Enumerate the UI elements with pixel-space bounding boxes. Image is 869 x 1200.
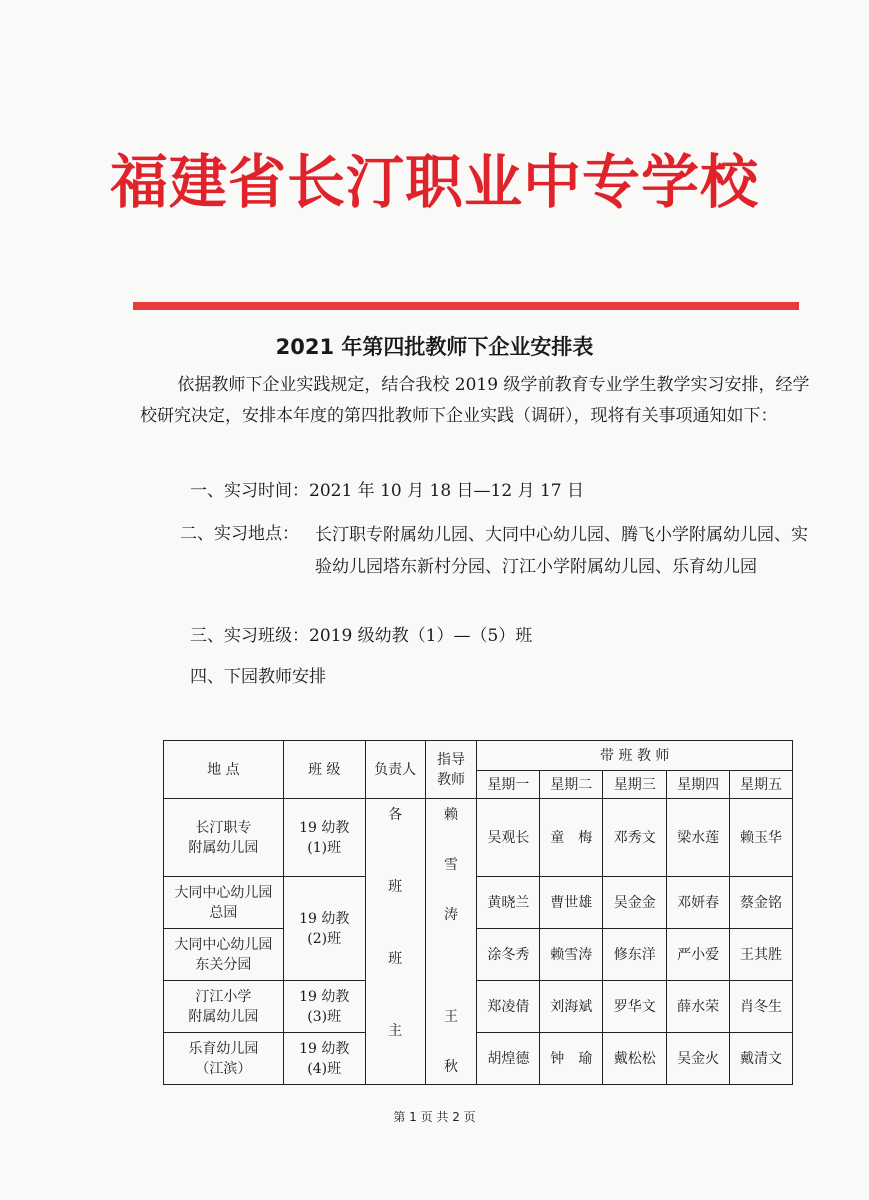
teacher-cell: 吴观长 xyxy=(477,799,540,877)
item-label: 三、实习班级： xyxy=(190,626,309,646)
location-line: 汀江小学 xyxy=(195,988,252,1005)
item-locations xyxy=(180,519,820,583)
class-line: 19 幼教 xyxy=(299,910,350,927)
intro-paragraph: 依据教师下企业实践规定，结合我校 2019 级学前教育专业学生教学实习安排，经学校研究决定，安排本年度的第四批教师下企业实践（调研），现将有关事项通知如下： xyxy=(140,375,810,426)
location-cell xyxy=(164,929,284,981)
header-teachers: 带 班 教 师 xyxy=(477,741,793,771)
lead-char: 各 xyxy=(388,807,403,823)
item-value: 长汀职专附属幼儿园、大同中心幼儿园、腾飞小学附属幼儿园、实验幼儿园塔东新村分园、汀江小学附属幼儿园、乐育幼儿园 xyxy=(315,525,808,577)
teacher-cell: 赖玉华 xyxy=(730,799,793,877)
item-value: 2021 年 10 月 18 日—12 月 17 日 xyxy=(309,481,585,501)
location-line: 乐育幼儿园 xyxy=(188,1040,259,1057)
teacher-cell: 童 梅 xyxy=(540,799,603,877)
lead-char: 班 xyxy=(388,879,403,895)
teacher-cell: 罗华文 xyxy=(603,981,667,1033)
item-period xyxy=(190,476,584,507)
teacher-cell: 刘海斌 xyxy=(540,981,603,1033)
location-cell xyxy=(164,1033,284,1085)
guide-cell xyxy=(425,799,477,1085)
header-day: 星期二 xyxy=(540,771,603,799)
teacher-cell: 梁水莲 xyxy=(667,799,730,877)
item-value: 2019 级幼教（1）—（5）班 xyxy=(309,626,533,646)
teacher-cell: 吴金火 xyxy=(667,1033,730,1085)
class-cell xyxy=(283,1033,365,1085)
table-row xyxy=(164,799,793,877)
page-number: 第 1 页 共 2 页 xyxy=(393,1110,476,1124)
teacher-cell: 严小爱 xyxy=(667,929,730,981)
item-label: 四、下园教师安排 xyxy=(190,667,326,687)
class-line: (2)班 xyxy=(307,930,342,947)
teacher-cell: 郑凌倩 xyxy=(477,981,540,1033)
header-day: 星期四 xyxy=(667,771,730,799)
location-line: 大同中心幼儿园 xyxy=(174,884,273,901)
red-divider xyxy=(133,302,799,310)
table-row xyxy=(164,981,793,1033)
teacher-cell: 修东洋 xyxy=(603,929,667,981)
item-teacher-arrangement xyxy=(190,662,326,693)
location-line: 大同中心幼儿园 xyxy=(174,936,273,953)
item-label: 一、实习时间： xyxy=(190,481,309,501)
header-day: 星期一 xyxy=(477,771,540,799)
location-line: 附属幼儿园 xyxy=(188,1008,259,1025)
lead-char: 主 xyxy=(388,1023,403,1039)
schedule-table xyxy=(163,740,793,1085)
location-cell xyxy=(164,877,284,929)
location-line: 东关分园 xyxy=(195,956,252,973)
teacher-cell: 戴松松 xyxy=(603,1033,667,1085)
teacher-cell: 吴金金 xyxy=(603,877,667,929)
class-line: (4)班 xyxy=(307,1060,342,1077)
teacher-cell: 邓妍春 xyxy=(667,877,730,929)
class-line: 19 幼教 xyxy=(299,1040,350,1057)
header-guide-bottom: 教师 xyxy=(436,771,465,788)
header-day: 星期五 xyxy=(730,771,793,799)
header-class: 班 级 xyxy=(283,741,365,799)
lead-cell xyxy=(365,799,425,1085)
guide-char: 赖 xyxy=(443,807,458,823)
header-lead: 负责人 xyxy=(365,741,425,799)
guide-char: 涛 xyxy=(443,907,458,923)
class-cell xyxy=(283,799,365,877)
location-line: 长汀职专 xyxy=(195,819,252,836)
location-line: （江滨） xyxy=(195,1060,252,1077)
header-guide-top: 指导 xyxy=(436,751,465,768)
location-cell xyxy=(164,981,284,1033)
lead-char: 班 xyxy=(388,951,403,967)
location-line: 总园 xyxy=(209,904,238,921)
teacher-cell: 王其胜 xyxy=(730,929,793,981)
teacher-cell: 薛水荣 xyxy=(667,981,730,1033)
guide-char: 雪 xyxy=(443,857,458,873)
class-line: 19 幼教 xyxy=(299,819,350,836)
class-line: (1)班 xyxy=(307,839,342,856)
header-location: 地 点 xyxy=(164,741,284,799)
class-line: (3)班 xyxy=(307,1008,342,1025)
item-label: 二、实习地点： xyxy=(180,524,299,544)
class-cell xyxy=(283,877,365,981)
table-row xyxy=(164,1033,793,1085)
teacher-cell: 黄晓兰 xyxy=(477,877,540,929)
teacher-cell: 曹世雄 xyxy=(540,877,603,929)
guide-char: 秋 xyxy=(443,1059,458,1075)
location-cell xyxy=(164,799,284,877)
item-classes xyxy=(190,621,532,652)
table-row xyxy=(164,929,793,981)
class-cell xyxy=(283,981,365,1033)
teacher-cell: 邓秀文 xyxy=(603,799,667,877)
teacher-cell: 蔡金铭 xyxy=(730,877,793,929)
teacher-cell: 钟 瑜 xyxy=(540,1033,603,1085)
school-letterhead: 福建省长汀职业中专学校 xyxy=(109,148,759,216)
table-row xyxy=(164,877,793,929)
document-title: 2021 年第四批教师下企业安排表 xyxy=(275,335,594,359)
guide-char: 王 xyxy=(443,1009,458,1025)
header-guide xyxy=(425,741,477,799)
teacher-cell: 戴清文 xyxy=(730,1033,793,1085)
class-line: 19 幼教 xyxy=(299,988,350,1005)
teacher-cell: 肖冬生 xyxy=(730,981,793,1033)
teacher-cell: 赖雪涛 xyxy=(540,929,603,981)
teacher-cell: 涂冬秀 xyxy=(477,929,540,981)
teacher-cell: 胡煌德 xyxy=(477,1033,540,1085)
header-day: 星期三 xyxy=(603,771,667,799)
location-line: 附属幼儿园 xyxy=(188,839,259,856)
